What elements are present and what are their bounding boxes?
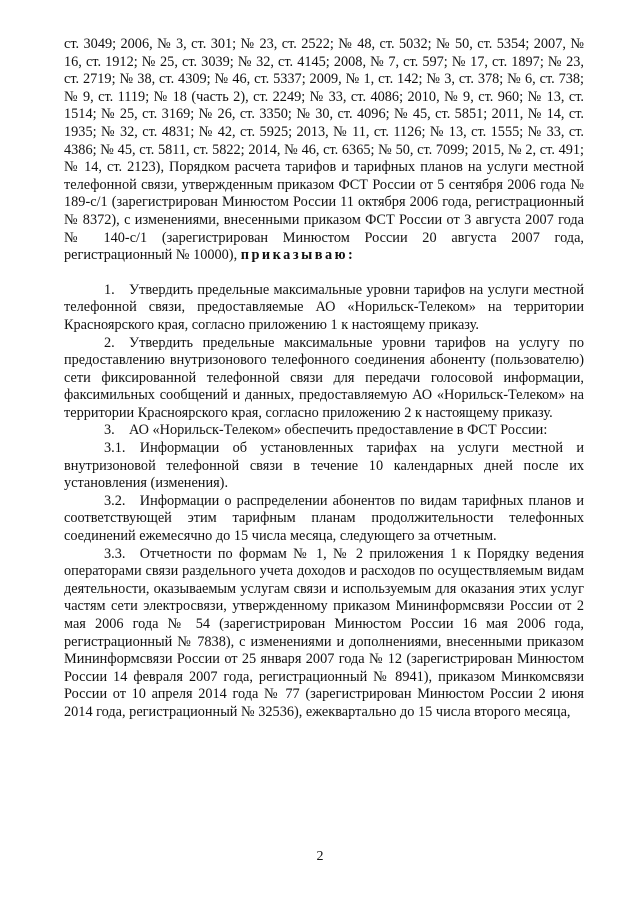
item-3: 3. АО «Норильск-Телеком» обеспечить предоставление в ФСТ России: [104, 422, 548, 439]
intro-text: ст. 3049; 2006, № 3, ст. 301; № 23, ст. 2522; № 48, ст. 5032; № 50, ст. 5354; 2007, № 16, ст. 1912; № 25, ст. 3039; № 32, ст. 4145; 2008, № 7, ст. 597; № 17, ст. 1897; № 23, ст. 2719; № 38, ст. 4309; № 46, ст. 5337; 2009, № 1, ст. 142; № 3, ст. 378; № 6, ст. 738; № 9, ст. 1119; № 18 (часть 2), ст. 2249; № 33, ст. 4086; 2010, № 9, ст. 960; № 13, ст. 1514; № 25, ст. 3169; № 26, ст. 3350; № 30, ст. 4096; № 45, ст. 5851; 2011, № 14, ст. 1935; № 32, ст. 4831; № 42, ст. 5925; 2013, № 11, ст. 1126; № 13, ст. 1555; № 33, ст. 4386; № 45, ст. 5811, ст. 5822; 2014, № 46, ст. 6365; № 50, ст. 7099; 2015, № 2, ст. 491; № 14, ст. 2123), Порядком расчета тарифов и тарифных планов на услуги местной телефонной связи, утвержденным приказом ФСТ России от 5 сентября 2006 года № 189-с/1 (зарегистрирован Минюстом России 11 октября 2006 года, регистрационный № 8372), с изменениями, внесенными приказом ФСТ России от 3 августа 2007 года № 140-с/1 (зарегистрирован Минюстом России 20 августа 2007 года, регистрационный № 10000), [64, 36, 584, 264]
item-2: 2. Утвердить предельные максимальные уровни тарифов на услугу по предоставлению внутризонового телефонного соединения абоненту (пользователю) сети фиксированной телефонной связи для передачи голосовой информации, факсимильных сообщений и данных, предоставляемую АО «Норильск-Телеком» на территории Красноярского края, согласно приложению 2 к настоящему приказу. [64, 334, 584, 421]
item-3-1: 3.1. Информации об установленных тарифах на услуги местной и внутризоновой телефонной связи в течение 10 календарных дней после их установления (изменения). [64, 440, 584, 492]
item-1: 1. Утвердить предельные максимальные уровни тарифов на услуги местной телефонной связи, предоставляемые АО «Норильск-Телеком» на территории Красноярского края, согласно приложению 1 к настоящему приказу. [64, 281, 584, 333]
item-3-2: 3.2. Информации о распределении абонентов по видам тарифных планов и соответствующей этим тарифным планам продолжительности телефонных соединений ежемесячно до 15 числа месяца, следующего за отчетным. [64, 492, 584, 545]
intro-paragraph [64, 36, 584, 265]
prikaz-word: приказываю: [240, 247, 356, 264]
page-number: 2 [316, 849, 324, 864]
item-3-3: 3.3. Отчетности по формам № 1, № 2 приложения 1 к Порядку ведения операторами связи раздельного учета доходов и расходов по осуществляемым видам деятельности, оказываемым услугам связи и используемым для оказания этих услуг частям сети электросвязи, утвержденному приказом Мининформсвязи России от 2 мая 2006 года № 54 (зарегистрирован Минюстом России 16 мая 2006 года, регистрационный № 7838), с изменениями и дополнениями, внесенными приказом Мининформсвязи России от 25 января 2007 года № 12 (зарегистрирован Минюстом России 14 февраля 2007 года, регистрационный № 8941), приказом Минкомсвязи России от 10 апреля 2014 года № 77 (зарегистрирован Минюстом России 2 июня 2014 года, регистрационный № 32536), ежеквартально до 15 числа второго месяца, [64, 545, 584, 720]
document-body [64, 36, 584, 722]
paragraph-gap [64, 265, 584, 282]
